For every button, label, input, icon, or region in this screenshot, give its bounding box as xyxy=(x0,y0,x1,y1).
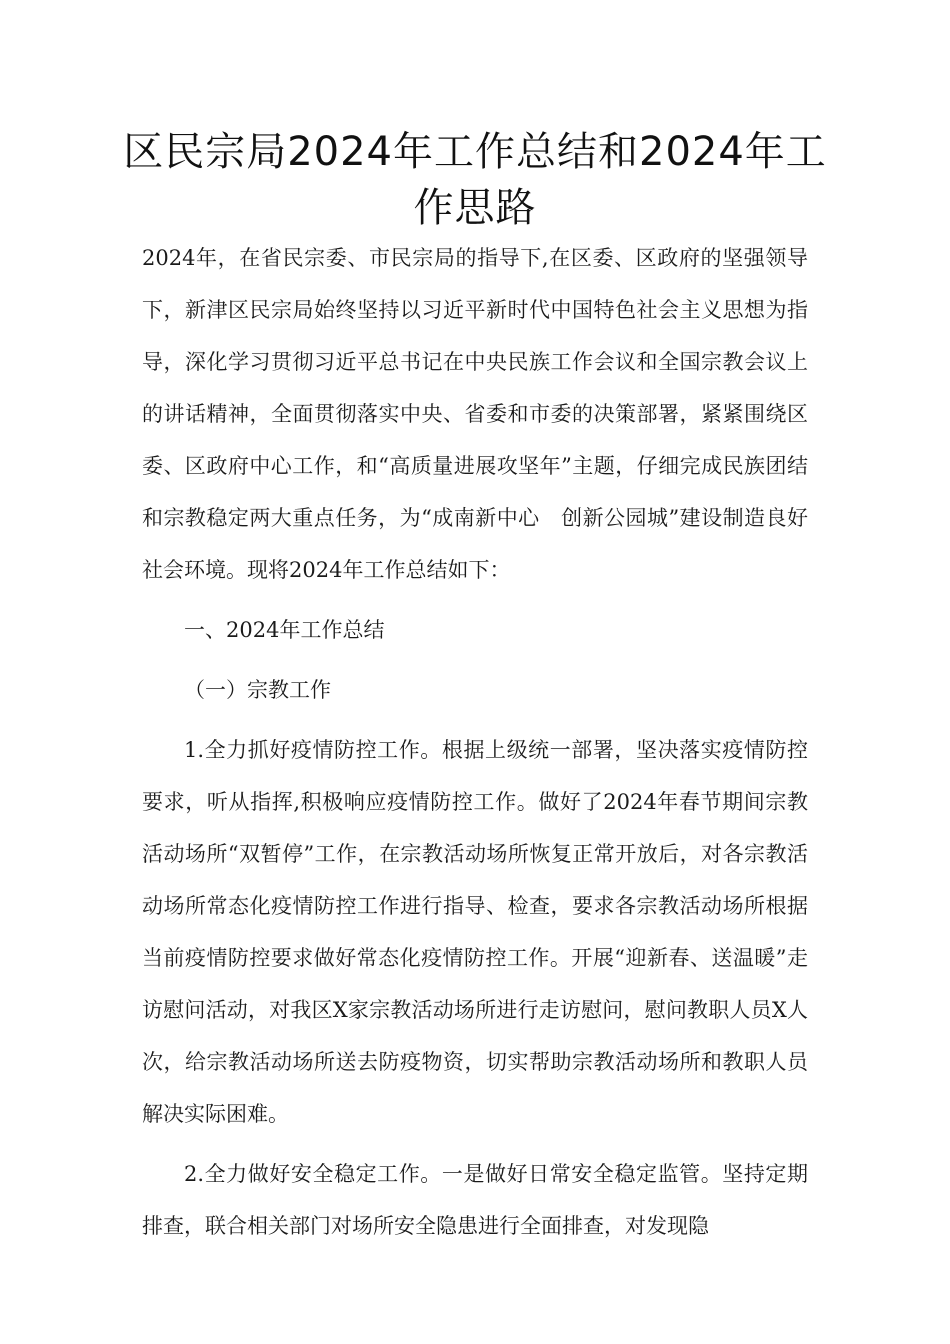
document-body xyxy=(142,232,808,1260)
section-heading-summary: 一、2024年工作总结 xyxy=(184,618,385,642)
subsection-heading-religion: （一）宗教工作 xyxy=(184,678,331,702)
document-title: 区民宗局2024年工作总结和2024年工作思路 xyxy=(123,129,827,231)
paragraph-epidemic-control: 1.全力抓好疫情防控工作。根据上级统一部署，坚决落实疫情防控要求，听从指挥,积极响应疫情防控工作。做好了2024年春节期间宗教活动场所“双暂停”工作，在宗教活动场所恢复正常开放后，对各宗教活动场所常态化疫情防控工作进行指导、检查，要求各宗教活动场所根据当前疫情防控要求做好常态化疫情防控工作。开展“迎新春、送温暖”走访慰问活动，对我区X家宗教活动场所进行走访慰问，慰问教职人员X人次，给宗教活动场所送去防疫物资，切实帮助宗教活动场所和教职人员解决实际困难。 xyxy=(142,738,808,1126)
intro-paragraph: 2024年，在省民宗委、市民宗局的指导下,在区委、区政府的坚强领导下，新津区民宗局始终坚持以习近平新时代中国特色社会主义思想为指导，深化学习贯彻习近平总书记在中央民族工作会议和全国宗教会议上的讲话精神，全面贯彻落实中央、省委和市委的决策部署，紧紧围绕区委、区政府中心工作，和“高质量进展攻坚年”主题，仔细完成民族团结和宗教稳定两大重点任务，为“成南新中心 创新公园城”建设制造良好社会环境。现将2024年工作总结如下： xyxy=(142,246,808,582)
paragraph-safety-stability: 2.全力做好安全稳定工作。一是做好日常安全稳定监管。坚持定期排查，联合相关部门对场所安全隐患进行全面排查，对发现隐 xyxy=(142,1162,808,1238)
